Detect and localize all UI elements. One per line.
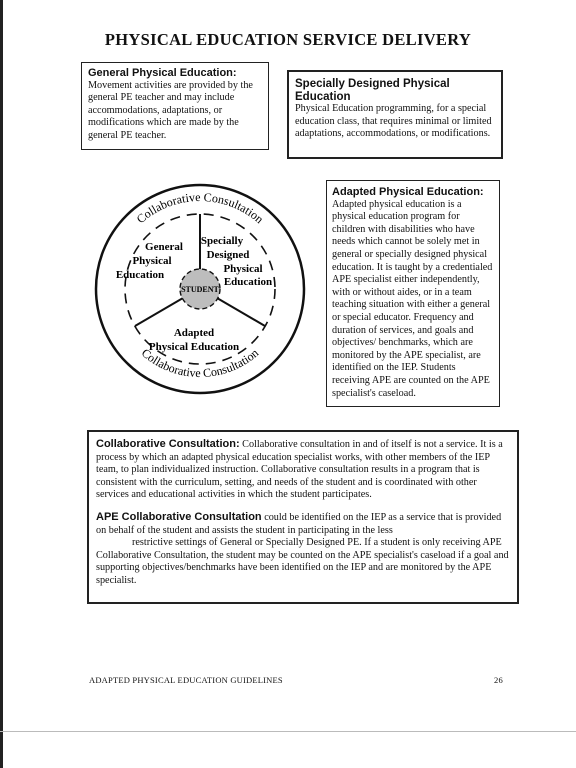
general-pe-text: Movement activities are provided by the general PE teacher and may include accommodations, adaptations, or modifications which are made by the general PE teacher. (88, 79, 253, 141)
adapted-sector-line-1: Adapted (173, 327, 215, 339)
divider-left (135, 298, 183, 326)
general-sector-line-1: General (145, 241, 183, 253)
ape-collab-heading: APE Collaborative Consultation (96, 510, 262, 523)
left-page-edge (0, 0, 3, 768)
student-label: STUDENT (181, 285, 219, 294)
specially-designed-pe-box (287, 70, 503, 159)
general-pe-box (81, 62, 269, 150)
general-sector-line-2: Physical (132, 255, 172, 267)
adapted-pe-box (326, 180, 500, 407)
service-delivery-diagram (90, 178, 310, 400)
specially-sector-line-4: Education (223, 276, 273, 288)
ape-collab-text-a: could be identified on the IEP as a service that is provided on behalf of the student and assists the student in participating in the less (96, 511, 502, 536)
general-pe-heading: General Physical Education: (88, 67, 237, 79)
bottom-page-edge (0, 731, 576, 732)
divider-right (217, 298, 265, 326)
adapted-pe-heading: Adapted Physical Education: (332, 186, 484, 198)
ape-collab-paragraph (96, 511, 510, 588)
collab-paragraph (96, 438, 510, 502)
collab-text: Collaborative consultation in and of itself is not a service. It is a process by which an adapted physical education specialist works, with other members of the IEP team, to plan individualized instruction. Collaborative consultation results in a program that is consistent with the curriculum, setting, and needs of the student and is coordinated with other services and educational activities in which the student participates. (96, 439, 503, 501)
ape-collab-text-b: restrictive settings of General or Specially Designed PE. If a student is only receiving APE Collaborative Consultation, the student may be counted on the APE specialist's caseload if a goal and supporting objectives/benchmarks have been identified on the IEP and are monitored by the APE specialist. (96, 537, 509, 586)
specially-designed-pe-heading: Specially Designed Physical Education (295, 78, 450, 103)
specially-designed-pe-text: Physical Education programming, for a special education class, that requires minimal or limited adaptations, accommodations, or modifications. (295, 103, 492, 140)
specially-sector-line-3: Physical (223, 263, 263, 275)
collab-heading: Collaborative Consultation: (96, 438, 240, 450)
general-sector-line-3: Education (115, 269, 165, 281)
ring-label-bottom: Collaborative Consultation (138, 345, 262, 381)
ring-label-top: Collaborative Consultation (133, 189, 267, 227)
footer-title: ADAPTED PHYSICAL EDUCATION GUIDELINES (89, 675, 283, 685)
specially-sector-line-1: Specially (200, 235, 244, 247)
specially-sector-line-2: Designed (206, 249, 250, 261)
page-title: PHYSICAL EDUCATION SERVICE DELIVERY (104, 30, 472, 49)
collaborative-consultation-box (87, 430, 519, 604)
adapted-sector-line-2: Physical Education (148, 341, 240, 353)
page-number: 26 (494, 675, 503, 685)
adapted-pe-text: Adapted physical education is a physical education program for children with disabilities who have needs which cannot be solely met in general or specially designed physical education. It is taught by a credentialed APE specialist either independently, with or without aides, or in a team teaching situation with either a general or special educator. Frequency and duration of services, and goals and objectives/ benchmarks, which are monitored by the APE specialist, are identified on the IEP. Students receiving APE are counted on the APE specialist's caseload. (332, 198, 493, 399)
